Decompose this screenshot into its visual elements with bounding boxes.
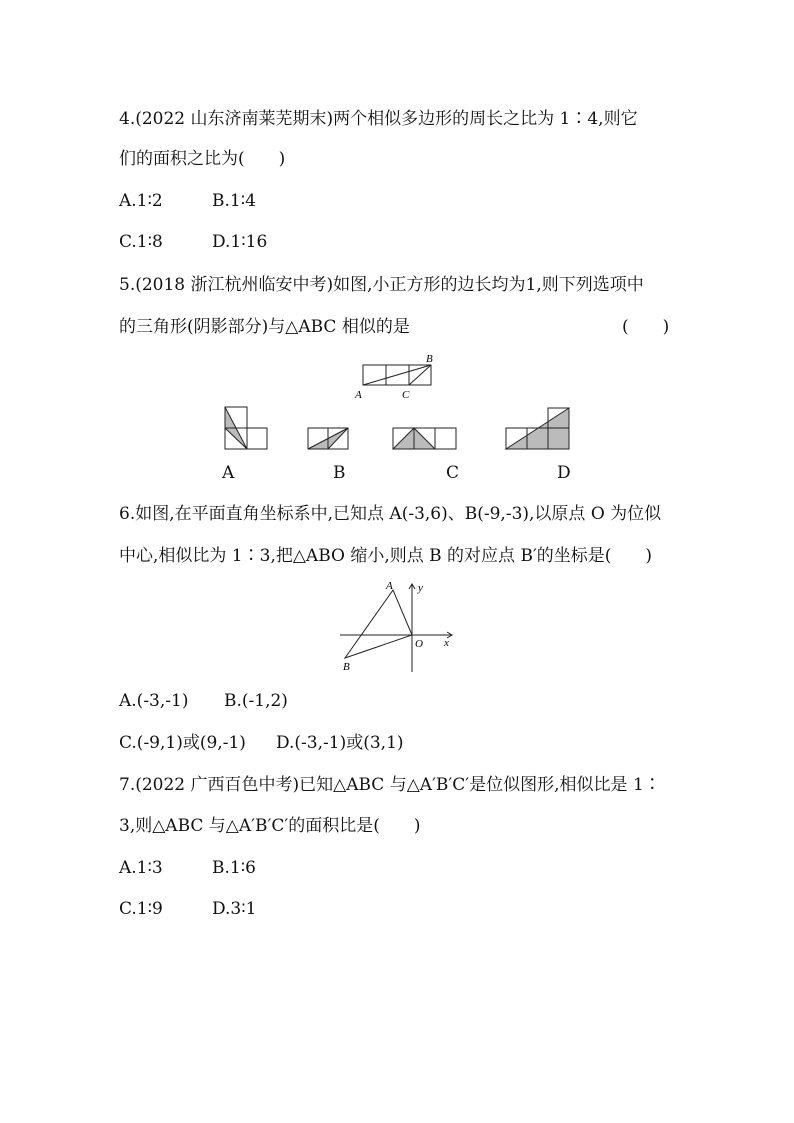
q5-choice-d-label: D [557, 463, 571, 483]
q4-option-d: D.1∶16 [212, 232, 268, 252]
q4-stem-line-2: 们的面积之比为( ) [119, 149, 286, 169]
q5-main-figure [350, 350, 450, 406]
q5-choice-c-label: C [446, 463, 460, 483]
q6-option-c: C.(-9,1)或(9,-1) [119, 733, 246, 753]
q7-option-a: A.1∶3 [119, 858, 163, 878]
q5-label-a: A [355, 389, 362, 401]
q5-choice-b-label: B [333, 463, 346, 483]
q6-label-x: x [444, 637, 449, 649]
q6-label-y: y [418, 582, 423, 594]
q6-option-d: D.(-3,-1)或(3,1) [276, 733, 404, 753]
q7-option-b: B.1∶6 [212, 858, 256, 878]
q4-option-b: B.1∶4 [212, 191, 256, 211]
q5-stem-line-1: 5.(2018 浙江杭州临安中考)如图,小正方形的边长均为1,则下列选项中 [119, 275, 644, 295]
q6-label-a: A [386, 580, 393, 592]
q7-stem-line-1: 7.(2022 广西百色中考)已知△ABC 与△A′B′C′是位似图形,相似比是 1∶ [119, 775, 661, 795]
q5-answer-bracket: ( ) [622, 317, 670, 337]
q7-option-c: C.1∶9 [119, 899, 163, 919]
q5-choice-a-figure [222, 404, 270, 452]
q6-stem-line-2: 中心,相似比为 1∶3,把△ABO 缩小,则点 B 的对应点 B′的坐标是( ) [119, 546, 653, 566]
q7-stem-line-2: 3,则△ABC 与△A′B′C′的面积比是( ) [119, 816, 421, 836]
q5-stem-line-2: 的三角形(阴影部分)与△ABC 相似的是 [119, 317, 410, 337]
q5-label-b: B [426, 353, 433, 365]
q6-option-b: B.(-1,2) [224, 691, 288, 711]
q6-label-o: O [415, 638, 423, 650]
q4-option-c: C.1∶8 [119, 232, 163, 252]
q5-choice-c-figure [389, 420, 461, 452]
q7-option-d: D.3∶1 [212, 899, 257, 919]
q5-choice-a-label: A [222, 463, 235, 483]
q4-option-a: A.1∶2 [119, 191, 163, 211]
q5-label-c: C [402, 389, 410, 401]
q6-stem-line-1: 6.如图,在平面直角坐标系中,已知点 A(-3,6)、B(-9,-3),以原点 O 为位似 [119, 504, 662, 524]
q6-option-a: A.(-3,-1) [119, 691, 189, 711]
q5-choice-b-figure [304, 420, 352, 452]
q6-label-b: B [343, 661, 350, 673]
q5-choice-d-figure [502, 404, 574, 452]
q6-coordinate-figure [335, 576, 460, 676]
q4-stem-line-1: 4.(2022 山东济南莱芜期末)两个相似多边形的周长之比为 1∶4,则它 [119, 109, 638, 129]
